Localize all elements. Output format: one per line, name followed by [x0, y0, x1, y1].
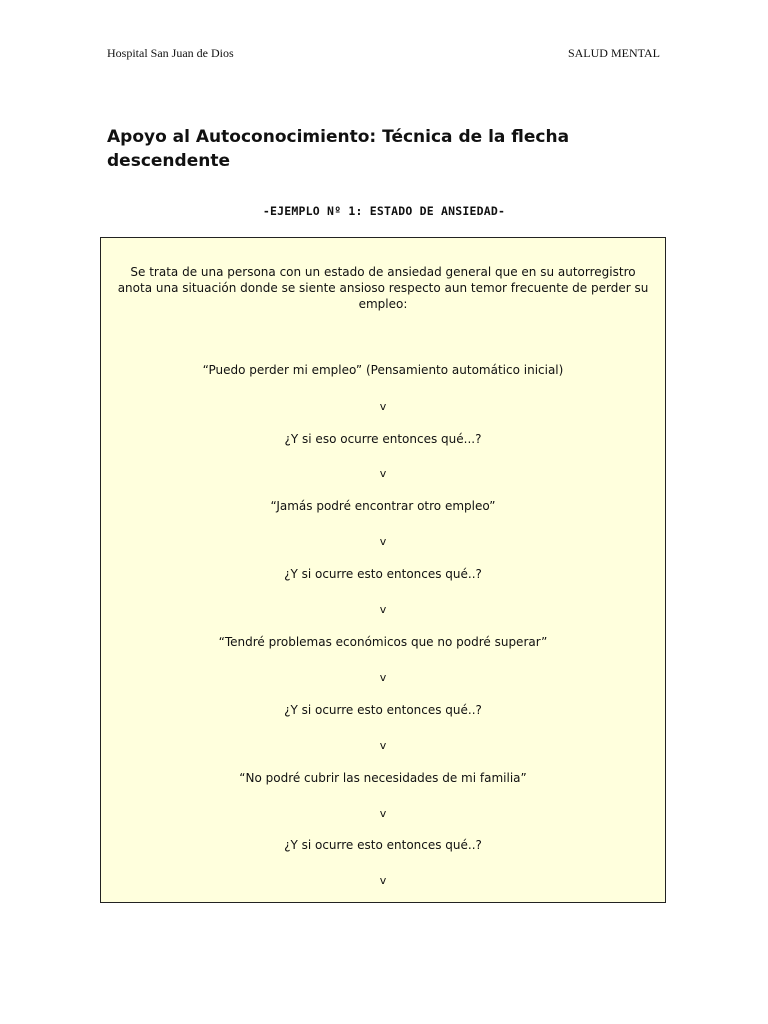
flow-step-5: “Tendré problemas económicos que no podré superar” — [218, 635, 548, 649]
down-arrow-icon: v — [379, 807, 387, 820]
page-title: Apoyo al Autoconocimiento: Técnica de la flecha descendente — [107, 127, 570, 171]
flow-step-8: ¿Y si ocurre esto entonces qué..? — [284, 838, 482, 852]
down-arrow-icon: v — [379, 603, 387, 616]
example-heading: -EJEMPLO Nº 1: ESTADO DE ANSIEDAD- — [262, 204, 506, 218]
down-arrow-icon: v — [379, 739, 387, 752]
flow-step-1: “Puedo perder mi empleo” (Pensamiento automático inicial) — [202, 363, 564, 377]
down-arrow-icon: v — [379, 400, 387, 413]
down-arrow-icon: v — [379, 467, 387, 480]
header-department: SALUD MENTAL — [567, 46, 660, 60]
flow-step-3: “Jamás podré encontrar otro empleo” — [270, 499, 496, 513]
header-hospital-name: Hospital San Juan de Dios — [107, 46, 234, 60]
down-arrow-icon: v — [379, 671, 387, 684]
flow-step-4: ¿Y si ocurre esto entonces qué..? — [284, 567, 482, 581]
down-arrow-icon: v — [379, 874, 387, 887]
flow-step-7: “No podré cubrir las necesidades de mi familia” — [239, 771, 527, 785]
flow-step-6: ¿Y si ocurre esto entonces qué..? — [284, 703, 482, 717]
flow-step-2: ¿Y si eso ocurre entonces qué...? — [284, 432, 482, 446]
example-intro: Se trata de una persona con un estado de ansiedad general que en su autorregistro anota una situación donde se siente ansioso respecto aun temor frecuente de perder su empleo: — [117, 265, 649, 311]
example-box — [100, 237, 666, 903]
down-arrow-icon: v — [379, 535, 387, 548]
